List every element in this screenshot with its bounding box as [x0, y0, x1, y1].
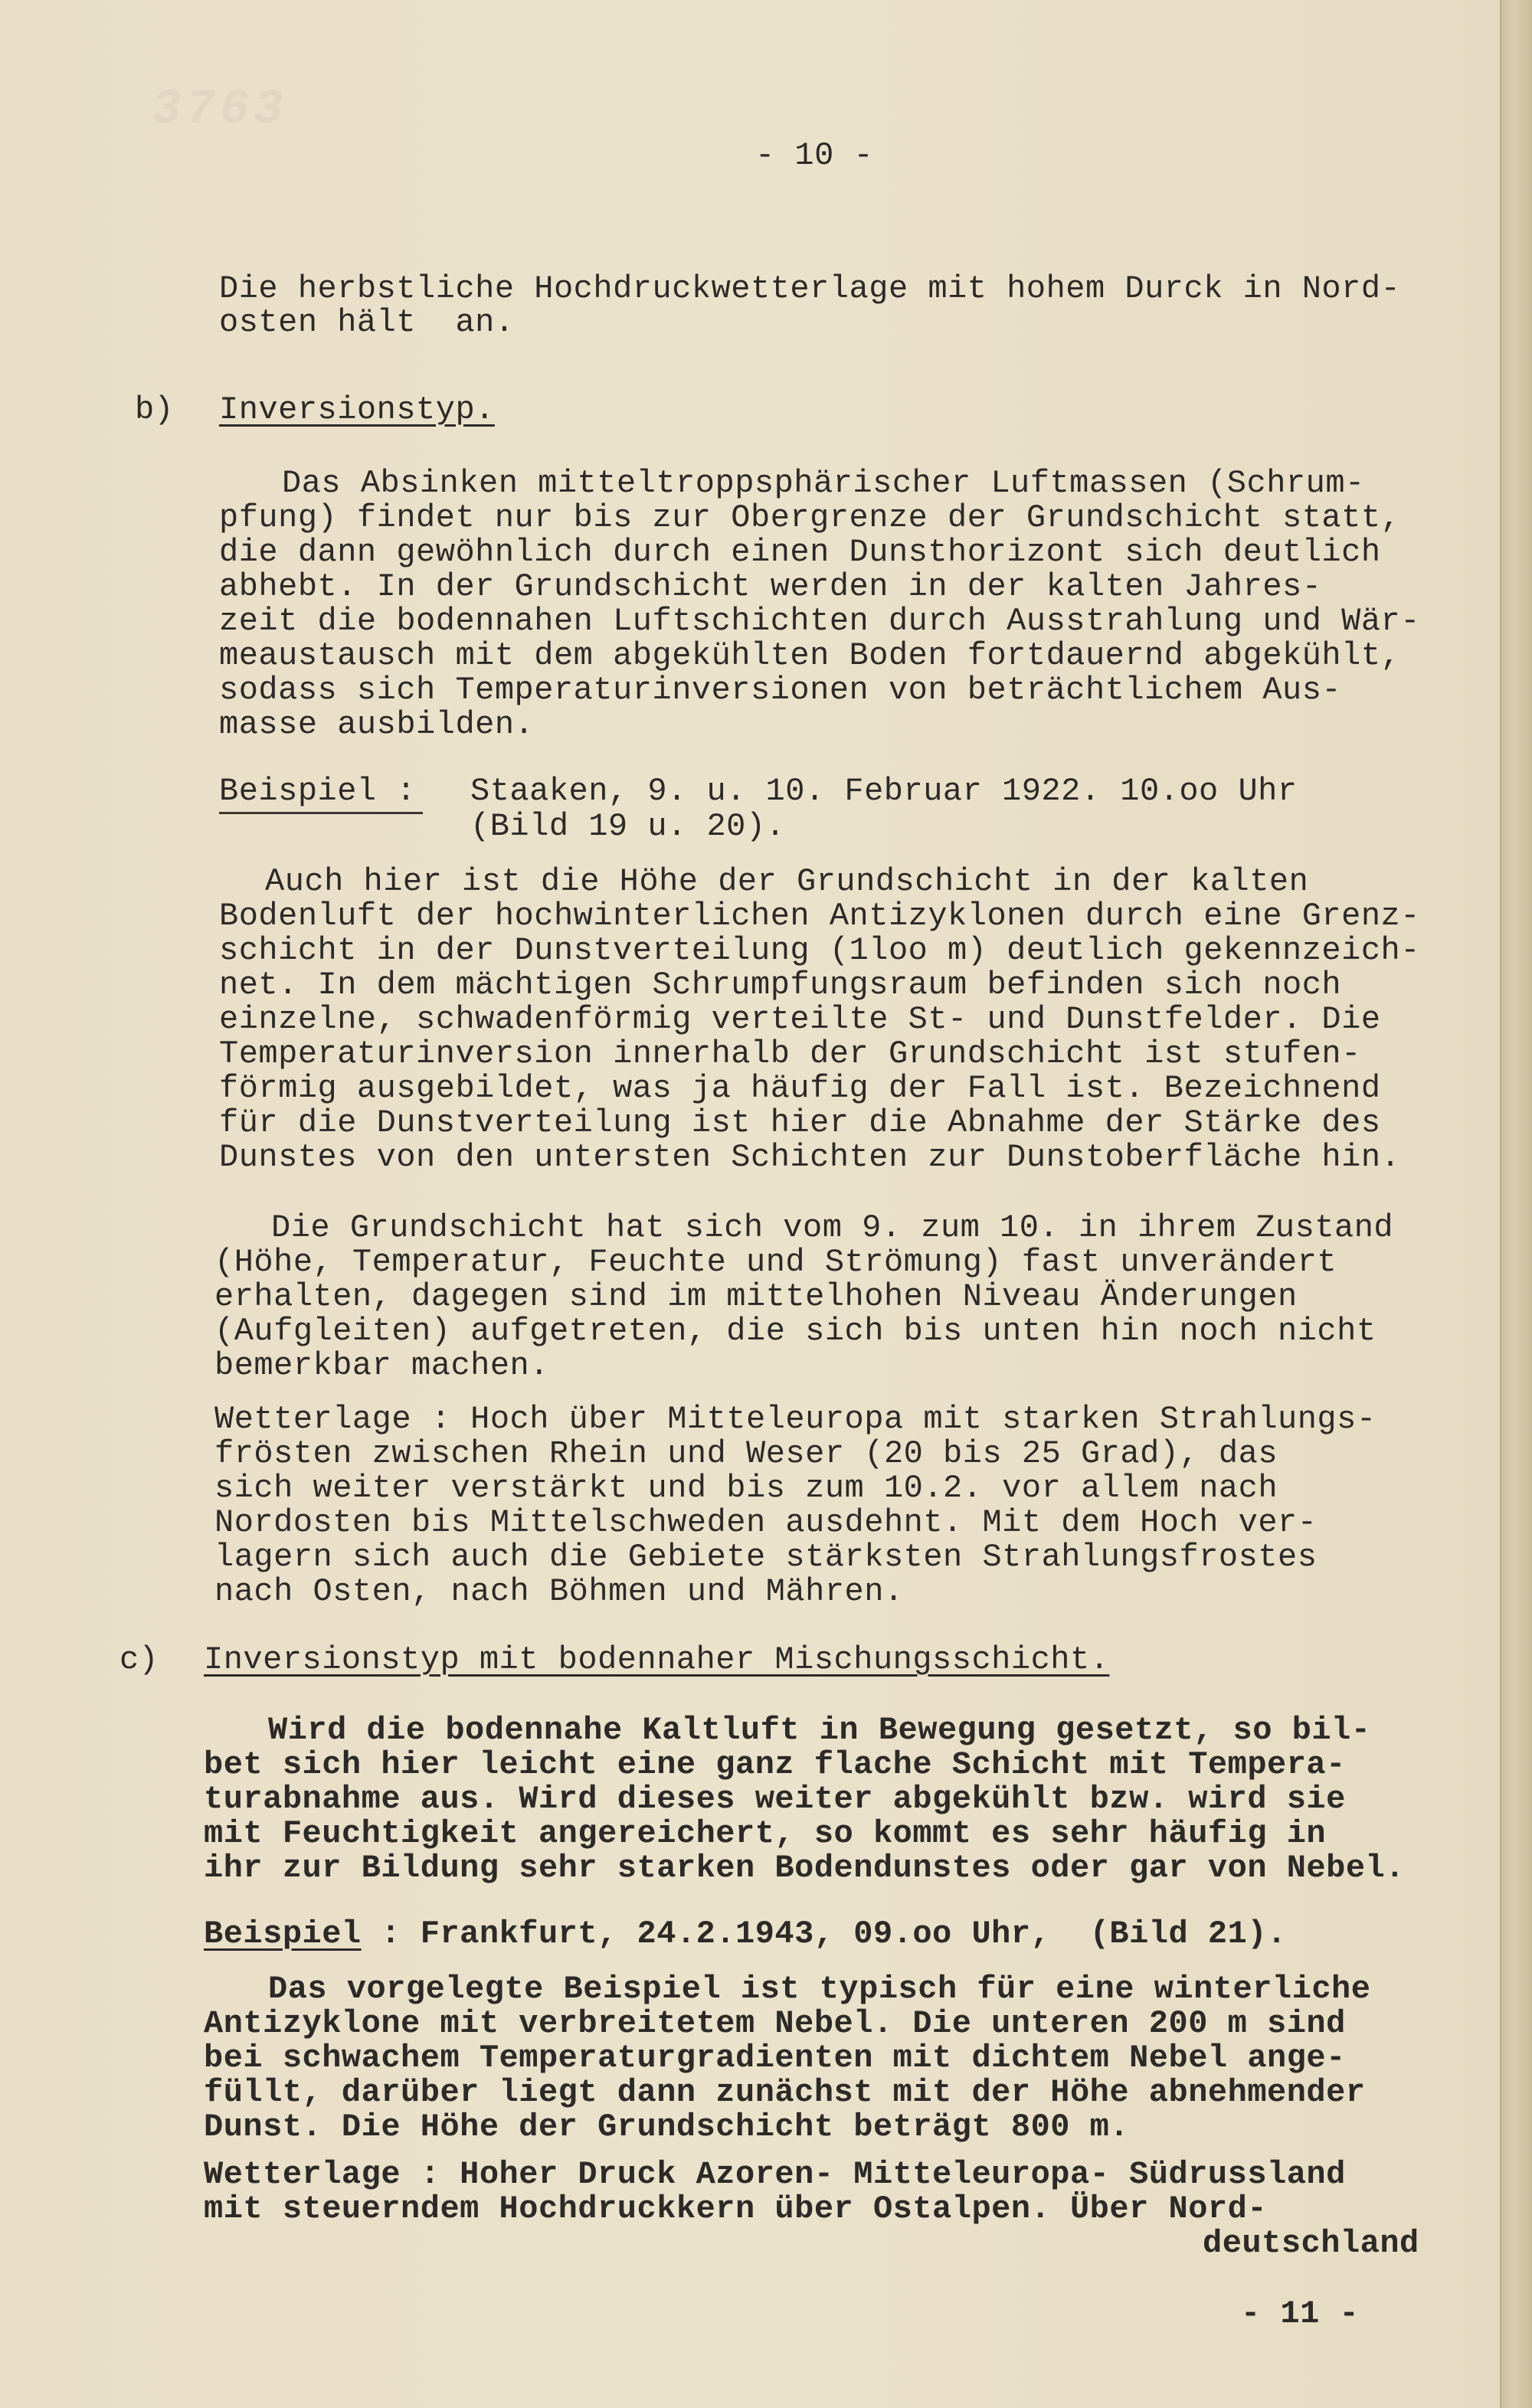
example-label-underline — [219, 812, 423, 814]
section-b-example-label: Beispiel : — [219, 773, 417, 810]
section-b-para1-line: zeit die bodennahen Luftschichten durch Ausstrahlung und Wär- — [219, 603, 1420, 640]
section-c-para3-line: Wetterlage : Hoher Druck Azoren- Mitteleuropa- Südrussland — [204, 2156, 1346, 2193]
section-b-para1-line: sodass sich Temperaturinversionen von beträchtlichem Aus- — [219, 672, 1342, 708]
section-b-para1-line: die dann gewöhnlich durch einen Dunsthorizont sich deutlich — [219, 534, 1381, 571]
section-b-para4-line: lagern sich auch die Gebiete stärksten Strahlungsfrostes — [214, 1539, 1318, 1575]
section-b-para2-line: einzelne, schwadenförmig verteilte St- und Dunstfelder. Die — [219, 1001, 1381, 1038]
section-b-para4-line: sich weiter verstärkt und bis zum 10.2. vor allem nach — [214, 1470, 1278, 1507]
section-b-para3-line: (Höhe, Temperatur, Feuchte und Strömung) fast unverändert — [214, 1244, 1337, 1281]
section-c-heading: Inversionstyp mit bodennaher Mischungsschicht. — [204, 1641, 1110, 1678]
section-b-para3-line: Die Grundschicht hat sich vom 9. zum 10. in ihrem Zustand — [271, 1209, 1394, 1246]
section-b-para4-line: nach Osten, nach Böhmen und Mähren. — [214, 1573, 904, 1610]
section-c-para2-line: Dunst. Die Höhe der Grundschicht beträgt 800 m. — [204, 2109, 1130, 2145]
section-b-para2-line: Auch hier ist die Höhe der Grundschicht in der kalten — [265, 863, 1309, 900]
section-c-example — [204, 1916, 1287, 1952]
section-c-para1-line: turabnahme aus. Wird dieses weiter abgekühlt bzw. wird sie — [204, 1781, 1346, 1817]
section-b-para1-line: pfung) findet nur bis zur Obergrenze der Grundschicht statt, — [219, 499, 1401, 536]
section-c-para1-line: ihr zur Bildung sehr starken Bodendunstes oder gar von Nebel. — [204, 1850, 1405, 1886]
section-c-para2-line: Das vorgelegte Beispiel ist typisch für eine winterliche — [268, 1971, 1371, 2007]
section-b-para1-line: masse ausbilden. — [219, 706, 535, 743]
section-b-para4-line: Nordosten bis Mittelschweden ausdehnt. Mit dem Hoch ver- — [214, 1504, 1318, 1541]
section-b-para3-line: (Aufgleiten) aufgetreten, die sich bis unten hin noch nicht — [214, 1313, 1377, 1350]
section-b-para2-line: Dunstes von den untersten Schichten zur Dunstoberfläche hin. — [219, 1139, 1401, 1176]
section-b-para2-line: Bodenluft der hochwinterlichen Antizyklonen durch eine Grenz- — [219, 898, 1420, 934]
section-c-last-word: deutschland — [1203, 2225, 1419, 2262]
section-c-para3-line: mit steuerndem Hochdruckkern über Ostalpen. Über Nord- — [204, 2190, 1268, 2227]
section-b-heading: Inversionstyp. — [219, 391, 495, 428]
page-number-next: - 11 - — [1241, 2295, 1360, 2332]
section-b-para2-line: Temperaturinversion innerhalb der Grundschicht ist stufen- — [219, 1036, 1361, 1072]
section-b-para4-line: Wetterlage : Hoch über Mitteleuropa mit starken Strahlungs- — [214, 1401, 1377, 1438]
section-c-para2-line: Antizyklone mit verbreitetem Nebel. Die unteren 200 m sind — [204, 2005, 1346, 2042]
section-b-para2-line: förmig ausgebildet, was ja häufig der Fall ist. Bezeichnend — [219, 1070, 1381, 1107]
section-b-para1-line: abhebt. In der Grundschicht werden in der kalten Jahres- — [219, 568, 1322, 605]
section-c-para1-line: mit Feuchtigkeit angereichert, so kommt es sehr häufig in — [204, 1815, 1327, 1852]
intro-line-1: Die herbstliche Hochdruckwetterlage mit hohem Durck in Nord- — [219, 270, 1401, 307]
section-b-para2-line: net. In dem mächtigen Schrumpfungsraum befinden sich noch — [219, 967, 1342, 1003]
section-b-para1-line: Das Absinken mitteltroppsphärischer Luftmassen (Schrum- — [282, 465, 1365, 502]
section-b-para2-line: für die Dunstverteilung ist hier die Abnahme der Stärke des — [219, 1104, 1381, 1141]
section-c-para2-line: füllt, darüber liegt dann zunächst mit der Höhe abnehmender — [204, 2074, 1366, 2111]
section-b-para3-line: erhalten, dagegen sind im mittelhohen Niveau Änderungen — [214, 1278, 1298, 1315]
section-b-example-line: (Bild 19 u. 20). — [470, 808, 786, 845]
page-edge — [1500, 0, 1532, 2408]
section-c-para2-line: bei schwachem Temperaturgradienten mit dichtem Nebel ange- — [204, 2040, 1346, 2076]
section-b-para3-line: bemerkbar machen. — [214, 1347, 549, 1384]
section-c-example-label: Beispiel — [204, 1916, 362, 1952]
intro-line-2: osten hält an. — [219, 304, 515, 341]
section-c-label: c) — [119, 1641, 159, 1678]
section-b-label: b) — [135, 391, 174, 428]
section-b-para1-line: meaustausch mit dem abgekühlten Boden fortdauernd abgekühlt, — [219, 637, 1401, 674]
section-b-example-line: Staaken, 9. u. 10. Februar 1922. 10.oo Uhr — [470, 773, 1298, 810]
section-b-para2-line: schicht in der Dunstverteilung (1loo m) deutlich gekennzeich- — [219, 932, 1420, 969]
section-c-example-rest: : Frankfurt, 24.2.1943, 09.oo Uhr, (Bild 21). — [361, 1916, 1287, 1952]
section-c-para1-line: Wird die bodennahe Kaltluft in Bewegung gesetzt, so bil- — [268, 1712, 1371, 1749]
page-number-top: - 10 - — [755, 137, 874, 174]
section-c-para1-line: bet sich hier leicht eine ganz flache Schicht mit Tempera- — [204, 1746, 1346, 1783]
faded-stamp-number: 3763 — [152, 83, 288, 138]
section-b-para4-line: frösten zwischen Rhein und Weser (20 bis 25 Grad), das — [214, 1435, 1278, 1472]
